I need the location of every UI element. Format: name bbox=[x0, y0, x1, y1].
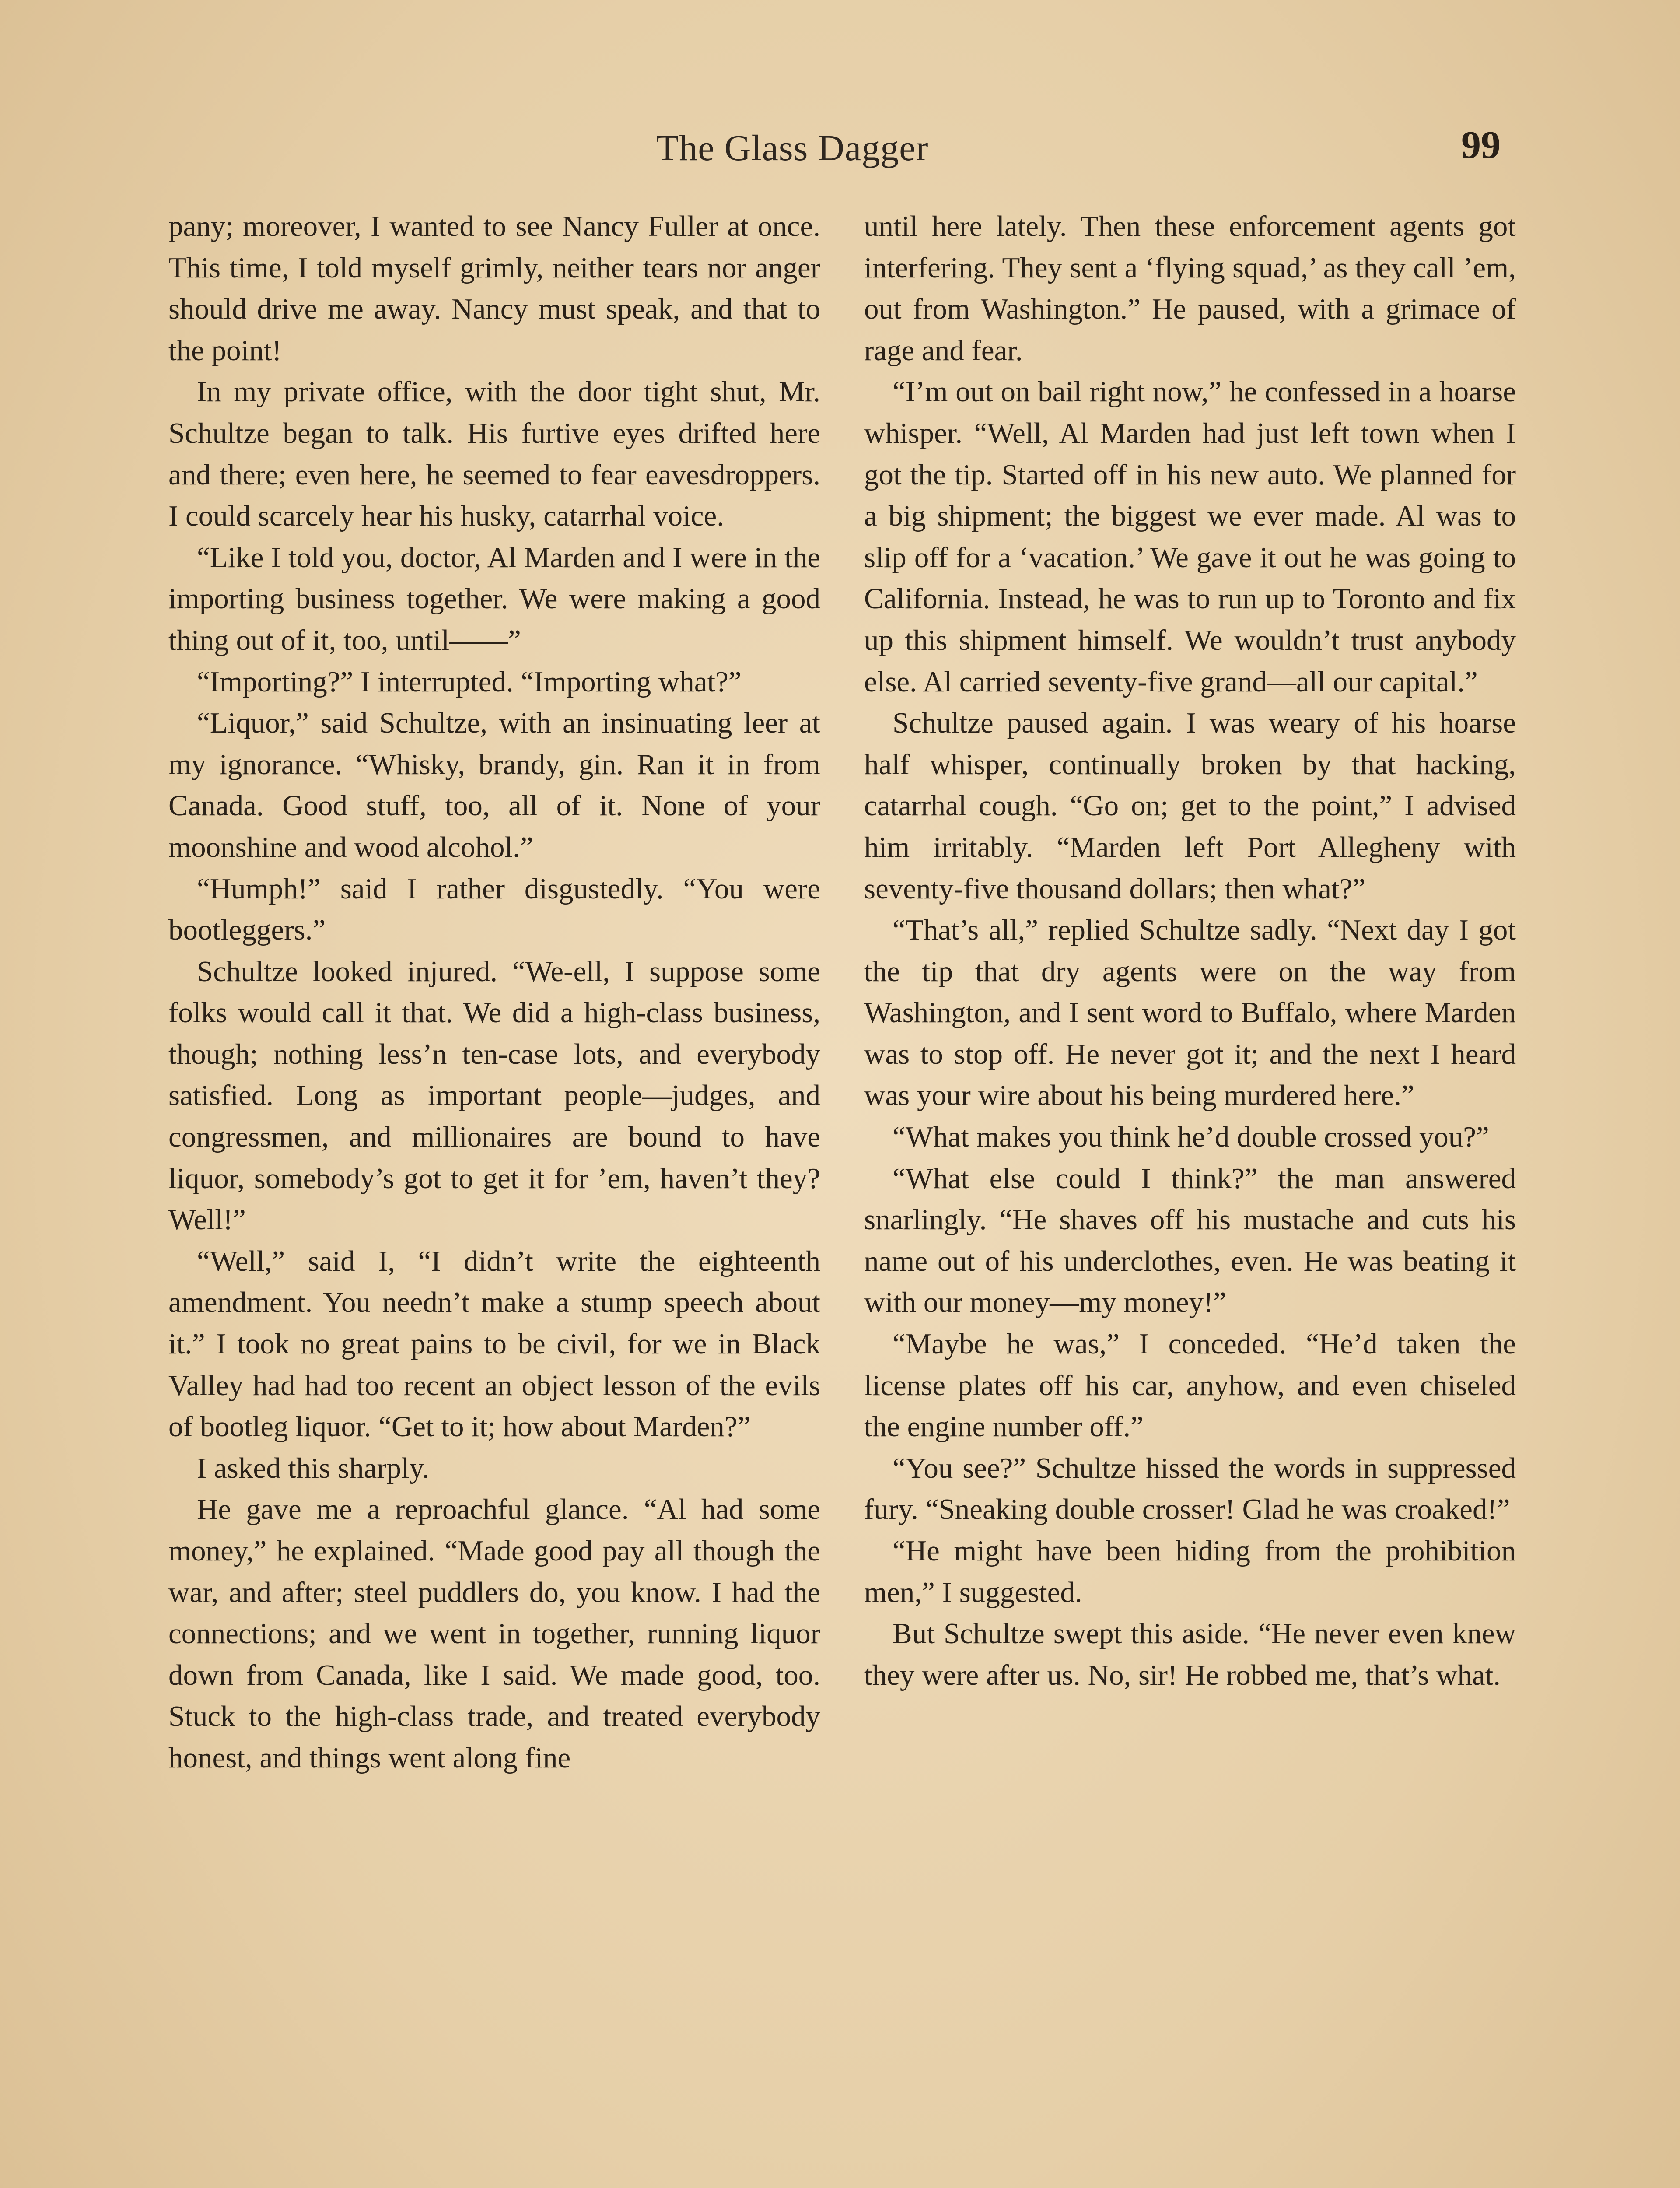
running-title: The Glass Dagger bbox=[656, 128, 929, 168]
paragraph: “That’s all,” replied Schultze sadly. “Next day I got the tip that dry agents were on the way from Washington, and I sent word to Buffalo, where Marden was to stop off. He never got it; and the next I heard was your wire about his being murdered here.” bbox=[864, 914, 1516, 1112]
paragraph: “What else could I think?” the man answered snarlingly. “He shaves off his mustache and cuts his name out of his underclothes, even. He was beating it with our money—my money!” bbox=[864, 1162, 1516, 1319]
right-column bbox=[864, 206, 1516, 1696]
paragraph: “I’m out on bail right now,” he confessed in a hoarse whisper. “Well, Al Marden had just left town when I got the tip. Started off in his new auto. We planned for a big shipment; the biggest we ever made. Al was to slip off for a ‘vacation.’ We gave it out he was going to California. Instead, he was to run up to Toronto and fix up this shipment himself. We wouldn’t trust anybody else. Al carried seventy-five grand—all our capital.” bbox=[864, 375, 1516, 698]
left-column bbox=[168, 206, 820, 1779]
paragraph: In my private office, with the door tight shut, Mr. Schultze began to talk. His furtive eyes drifted here and there; even here, he seemed to fear eavesdroppers. I could scarcely hear his husky, catarrhal voice. bbox=[168, 375, 820, 533]
paragraph: “What makes you think he’d double crossed you?” bbox=[892, 1121, 1489, 1154]
paragraph: Schultze paused again. I was weary of his hoarse half whisper, continually broken by that hacking, catarrhal cough. “Go on; get to the point,” I advised him irritably. “Marden left Port Allegheny with seventy-five thousand dollars; then what?” bbox=[864, 707, 1516, 905]
paragraph: pany; moreover, I wanted to see Nancy Fuller at once. This time, I told myself grimly, neither tears nor anger should drive me away. Nancy must speak, and that to the point! bbox=[168, 210, 820, 367]
paragraph: “Humph!” said I rather disgustedly. “You were bootleggers.” bbox=[168, 872, 820, 947]
paragraph: I asked this sharply. bbox=[197, 1452, 430, 1484]
paragraph: “He might have been hiding from the prohibition men,” I suggested. bbox=[864, 1535, 1516, 1609]
paragraph: “Maybe he was,” I conceded. “He’d taken the license plates off his car, anyhow, and even chiseled the engine number off.” bbox=[864, 1328, 1516, 1443]
paragraph: He gave me a reproachful glance. “Al had some money,” he explained. “Made good pay all though the war, and after; steel puddlers do, you know. I had the connections; and we went in together, running liquor down from Canada, like I said. We made good, too. Stuck to the high-class trade, and treated everybody honest, and things went along fine bbox=[168, 1493, 820, 1774]
paragraph: Schultze looked injured. “We-ell, I suppose some folks would call it that. We did a high-class business, though; nothing less’n ten-case lots, and everybody satisfied. Long as important people—judges, and congressmen, and millionaires are bound to have liquor, somebody’s got to get it for ’em, haven’t they? Well!” bbox=[168, 955, 820, 1236]
page-number: 99 bbox=[1461, 123, 1501, 167]
paragraph: until here lately. Then these enforcement agents got interfering. They sent a ‘flying squad,’ as they call ’em, out from Washington.” He paused, with a grimace of rage and fear. bbox=[864, 210, 1516, 367]
paragraph: “You see?” Schultze hissed the words in suppressed fury. “Sneaking double crosser! Glad he was croaked!” bbox=[864, 1452, 1516, 1526]
paragraph: “Well,” said I, “I didn’t write the eighteenth amendment. You needn’t make a stump speech about it.” I took no great pains to be civil, for we in Black Valley had had too recent an object lesson of the evils of bootleg liquor. “Get to it; how about Marden?” bbox=[168, 1245, 820, 1443]
paragraph: But Schultze swept this aside. “He never even knew they were after us. No, sir! He robbed me, that’s what. bbox=[864, 1617, 1516, 1691]
paragraph: “Like I told you, doctor, Al Marden and I were in the importing business together. We were making a good thing out of it, too, until——” bbox=[168, 541, 820, 656]
paragraph: “Liquor,” said Schultze, with an insinuating leer at my ignorance. “Whisky, brandy, gin. Ran it in from Canada. Good stuff, too, all of it. None of your moonshine and wood alcohol.” bbox=[168, 707, 820, 863]
paragraph: “Importing?” I interrupted. “Importing what?” bbox=[197, 665, 742, 698]
